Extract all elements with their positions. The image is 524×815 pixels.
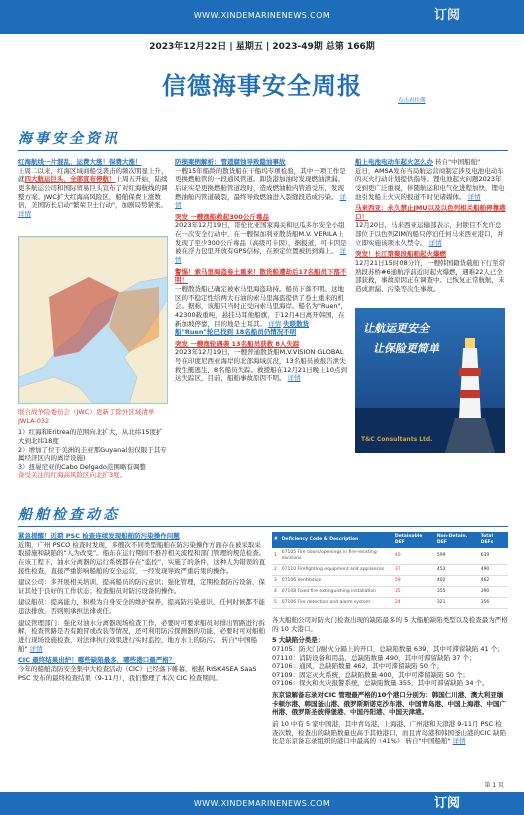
details-link[interactable]: 详情 [175, 192, 347, 210]
article-body [175, 348, 347, 383]
source-note: 转自"中国船舶" [405, 737, 451, 746]
table-cell: 35 [393, 586, 435, 597]
table-cell: 462 [479, 575, 508, 586]
bottom-banner [0, 792, 524, 815]
deficiency-table [272, 532, 508, 609]
article-headline[interactable]: 船上电池电动车起火怎么办 [355, 158, 433, 166]
article-body: 12月21日15时08分许，一艘韩国籍货载舶下行至常熟段苏桥#6通航浮前近时起火爆燃，遇难22人已全部获救，事故原因正在调查中。已恢复正常航航，未造成泄漏、污染等次生事故。 [355, 259, 506, 293]
ad-slogan-2: 让保险更简单 [373, 342, 439, 355]
article-text: 上周二以来，红海区域商船受袭击的频次明显上升，就 [18, 166, 168, 184]
table-cell: 4 [272, 586, 280, 597]
table-header: Total DEFs [479, 532, 508, 548]
section-divider [18, 526, 508, 527]
table-header: Deficiency Code & Description [280, 532, 393, 548]
details-link[interactable]: 详情 [428, 238, 442, 247]
table-row [272, 564, 508, 575]
details-link[interactable]: 详情 [18, 209, 31, 218]
section-divider [18, 150, 508, 151]
table-cell: 453 [435, 564, 479, 575]
article-text: 2023年12月19日，哥伦比亚国家海关和厄瓜多尔安全小组在一次安全行动中，在一艘保加利亚散货船M.V. VERILA上发现了至少300公斤毒品（高级可卡因），据报道，可卡因是被在浮力包里开放有GPS信标，在预定位置被扔到海上。 [175, 221, 347, 256]
article-text: 上周五开始，陆续更多航运公司和国际贸易巨头宣布了对红海航线的调整方案。JWC扩大红海高风险区，船舶保费上涨数倍，美国防长启动"繁荣卫士行动"，加剧局势紧张。 [18, 175, 168, 210]
article-text: 建议管理部门：强化对油水分离器现场检查工作，必要时可要求船员对排出管路进行拆解，检查管路是否有跑冒或改装等情况，还可利用防污探测器的功能，必要时可对船舶进行现场设施检查，对法律执行效果进行实时监控，地方水上的防污。 [18, 618, 265, 645]
article-headline[interactable]: 警惕！索马里海盗卷土重来！散货船遭劫后17名船员下落不明！ [175, 267, 347, 285]
article-body [355, 167, 507, 202]
table-cell: 355 [435, 586, 479, 597]
summary-intro: 各大船舶公司对防火门检查出现的缺陷最多的 5 大船舶缺陷类型以及检查最为严格的 10 大港口。 [272, 616, 508, 633]
article-body: 建议公司：多开展相关培训，提高船员的防污意识；强化管理，定期检查防污设备，保证其处于良好的工作状态；检查船员对防污设备的操作。 [18, 578, 265, 595]
article-body: 近期，广州 PSCO 检查时发现，多艘次不同类型船舶在防污染操作方面存在被采取采取措施和缺陷的“人为改变”。船东在运行期间不推荐相关流程和部门管理的规范检查。在该工程下，油水分离器的运行系统都存在“监控”，实施了的条件，这种人为错误的直接性检查，直接严重影响船舶的安全运营，一经发现导致严重后果的操作。 [18, 540, 266, 575]
details-link[interactable]: 详情 [175, 247, 347, 265]
article-text: 2023年12月19日，一艘普通散货船M.V.VISION GLOBAL号在印度尼西亚海岸的北部海域沉没，13名船员被报告泄失救生艇逃生，8名船员失踪。救援船在12月21日晚上10点到达失踪区，目前，船舶事故原因不明。 [175, 348, 347, 383]
caption-line: 3）扭晏尼亚的Cabo Delgado范围略有调整 [18, 462, 146, 471]
cic-summary [272, 616, 508, 746]
table-cell: 24 [393, 597, 435, 608]
map-graphic [19, 237, 168, 404]
closing-text [272, 720, 508, 746]
article-highlight[interactable]: 四大航运巨头，全部宣布停航！ [24, 175, 116, 184]
article-headline[interactable]: 突发 一艘渔轮遇袭 13名船员获救 8人失踪 [175, 339, 300, 348]
article-body: 建议船员：提高能力，积极为自身安全的维护保养，提高防污染意识，任何时候都不能违法排放，否则则承担法律责任。 [18, 598, 265, 616]
table-cell: 390 [479, 586, 508, 597]
table-cell: 07106 Ventilation [280, 575, 393, 586]
table-cell: 07108 Fixed fire extinguishing installation [280, 586, 393, 597]
list-item: 07105：防火门/耐火分隔上的开口，总缺陷数量 639，其中可滞留缺陷 41 个； [272, 644, 504, 653]
table-cell: 40 [393, 548, 435, 564]
table-cell: 639 [479, 548, 508, 564]
site-url[interactable]: WWW.XINDEMARINENEWS.COM [193, 799, 331, 808]
caption-note: 备受关注的红海高风险区向北扩3度。 [18, 471, 127, 480]
article-body [175, 221, 347, 264]
article-body [175, 285, 347, 337]
table-row [272, 586, 508, 597]
ad-slogan-1: 让航运更安全 [363, 322, 429, 335]
article-text: 12月20日，马来西亚运输部表示，封锁目不允许总部位于以色列ZIM的船只停泊任何马来西亚港口，并立即实施该项永久禁令。 [355, 221, 504, 247]
table-header-row [272, 532, 508, 548]
table-cell: 402 [435, 575, 479, 586]
red-sea-map [18, 236, 168, 404]
insurance-ad-banner[interactable] [355, 308, 505, 453]
table-cell: 07110 Firefighting equipment and appliances [280, 564, 393, 575]
summary-subtitle: 5 大缺陷分类是： [272, 636, 325, 645]
article-text: 一艘散货船已确定被索马里海盗劫持。船员下落不明。这地区的不稳定性给两大石油的索马里海盗提供了卷土重来的机会。据称，该船只当时正受向索马里海岸。船名为"Ruen"，42300载重吨，悬挂马耳他船旗，于12月4日离开韩国，在新加坡停靠，目的地是土耳其。 [175, 284, 347, 328]
article-body [18, 167, 168, 219]
news-column-1 [18, 158, 168, 221]
page-number: 第 1 页 [484, 782, 504, 789]
table-cell: 321 [435, 597, 479, 608]
title-box [0, 70, 524, 102]
source-note: 转自"中国船舶" [18, 636, 258, 653]
details-link[interactable]: 详情 [29, 644, 43, 653]
past-issues-link[interactable]: 点击看往期 [398, 98, 426, 104]
subscribe-button[interactable]: 订阅 [433, 796, 460, 811]
section-title-safety-news: 海事安全资讯 [18, 131, 120, 147]
article-headline[interactable]: 马来西亚：永久禁止JMU以及以色列相关船舶停靠港口！ [355, 204, 506, 221]
table-cell: 37 [393, 564, 435, 575]
caption-line: 2）增加了位于美洲的圭亚那Guyana(但仅限于其专属经济区内的离岸设施) [18, 445, 167, 463]
table-cell: 2 [272, 564, 280, 575]
table-row [272, 597, 508, 608]
details-link[interactable]: 详情 [287, 374, 301, 383]
details-link[interactable]: 详情 [467, 192, 481, 201]
news-column-2 [175, 158, 347, 386]
map-caption [18, 408, 168, 480]
article-body [175, 167, 347, 210]
list-item: 07109：固定灭火系统，总缺陷数量 400，其中可滞留缺陷 50 个； [272, 670, 470, 679]
table-cell: 356 [479, 597, 508, 608]
table-cell: 07106 Fire detection and alarm system [280, 597, 393, 608]
article-body [18, 619, 266, 654]
article-text: 一艘15年船龄的散货船在干船坞专项检验，其中一项工作是更换燃舱管的一段通风管道。卸货港加油时发现燃油泄漏。后证实是更换燃舱管道段时，造成燃油舱内管道受压，发现燃油舱内管道破裂，最终导致燃油进入裂缝段造成污染。 [175, 166, 346, 201]
table-cell: 5 [272, 597, 280, 608]
site-url[interactable]: WWW.XINDEMARINENEWS.COM [193, 11, 331, 20]
psc-column [18, 532, 266, 685]
details-link[interactable]: 详情 [452, 737, 466, 746]
article-headline[interactable]: 突发 一艘渔船救起300公斤毒品 [175, 212, 269, 221]
table-row [272, 575, 508, 586]
table-cell: 3 [272, 575, 280, 586]
table-row [272, 548, 508, 564]
page-title: 信德海事安全周报 [162, 71, 362, 100]
table-cell: 59 [393, 575, 435, 586]
related-link[interactable]: 失联散货船"Ruen"轮已找到 18名船员仍情况不明 [175, 319, 310, 337]
article-headline[interactable]: CIC 最终结果出炉！哪些缺陷最多，哪些港口最严格？ [18, 656, 176, 665]
table-cell: 490 [479, 564, 508, 575]
article-text: 前 10 中有 5 家中国港，其中青岛港、上海港、广州港和天津港 9-11月 PSC 检查次数，检查出的缺陷数量也高于其他港口，而且青岛港和韩国釜山港的CIC 缺陷比是东京备忘录组织的港口中最高的（41%） [272, 720, 507, 746]
article-headline[interactable]: 突发！长江第聚段船舶起火爆燃 [355, 250, 446, 259]
article-headline[interactable]: 防损案例解析：管道腐蚀导致隐油事故 [175, 158, 286, 166]
table-header: Detainable DEF [393, 532, 435, 548]
table-cell: 599 [435, 548, 479, 564]
table-header: # [272, 532, 280, 548]
news-column-3 [355, 158, 507, 297]
article-body: 今年的船舶消防安全集中大检查活动（CIC）已经落下帷幕，根据 RISK4SEA SaaS PSC 发布的最终检查结果（9-11月），我们整理了本次 CIC 检查期间。 [18, 664, 257, 682]
table-cell: 07105 Fire doors/openings in fire-resisting divisions [280, 548, 393, 564]
top-banner [0, 0, 524, 34]
list-item: 07110：消防设备和用品，总缺陷数量 490，其中可滞留缺陷 37 个； [272, 653, 476, 662]
source-note: 转自"中国船舶" [435, 158, 481, 166]
list-item: 07106：探火和火灾报警系统，总缺陷数量 355，其中可滞留缺陷 34 个。 [272, 679, 489, 688]
article-text: 近日，AMSA发布当局航运营商制定涉及电池电动车的灭火行动计划提供指导。锂电池起火问题2023年受到更广泛重视，伴随航运和电气化进程加快，锂电池引发船上火灾的报道不时见诸媒体。 [355, 166, 505, 201]
article-headline[interactable]: 紧急提醒！近期 PSC 检查连续发现船舶防污染操作问题 [18, 532, 180, 540]
caption-title: 联合战争险委员会（JWC）更新了除外区域清单 JWLA-032 [18, 408, 155, 425]
list-item: 07106：通风，总缺陷数量 462，其中可滞留缺陷 50 个； [272, 662, 444, 671]
details-link[interactable]: 详情 [268, 319, 282, 328]
table-header: Non-Detain. DEF [435, 532, 479, 548]
ad-company-logo: T&C Consultants Ltd. [361, 436, 433, 443]
table-cell: 1 [272, 548, 280, 564]
article-headline[interactable]: 红海航线一片混乱，运费大涨！保费大涨！ [18, 158, 142, 166]
issue-dateline: 2023年12月22日 | 星期五 | 2023-49期 总第 166期 [149, 42, 375, 52]
section-title-inspection: 船舶检查动态 [18, 507, 120, 523]
caption-line: 1）红海和Eritrea的范围向北扩大，从北纬15度扩大到北纬18度 [18, 428, 163, 445]
subscribe-button[interactable]: 订阅 [433, 8, 460, 23]
article-body [355, 221, 507, 247]
top-ports-text: 东京谅解备忘录对CIC 管理最严格的10个港口分别为：韩国仁川港、澳大利亚缅卡顿尔港、韩国釜山港、俄罗斯斯诺克沙车港、中国青岛港、中国上海港、中国广州港、俄罗斯圣彼得堡港、中国丹阳港、中国天津港。 [272, 691, 506, 717]
